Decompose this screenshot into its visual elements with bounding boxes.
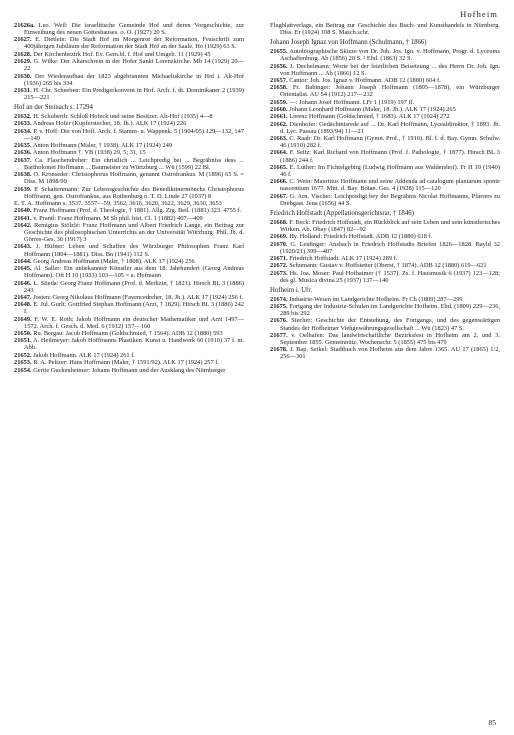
running-header [460,9,498,19]
entry-number: 21638. [14,171,32,179]
entry-number: 21653. [14,359,32,367]
bibliography-entry [14,186,244,200]
entry-number: 21637. [14,156,32,164]
bibliography-entry [14,200,244,207]
bibliography-entry [270,121,500,135]
bibliography-entry [270,332,500,346]
bibliography-entry [270,178,500,192]
entry-text: Anton Hoffmann †. VB (1938) 29, 5; 31, 15 [32,149,146,157]
entry-text: Ru. Bergau: Jacob Hoffmann (Goldschmied, † 1564). ADB 12 (1880) 593 [33,330,223,338]
entry-text: Der Wiederaufbau der 1823 abgebrannten Michaeliskirche in Hof i. Alt-Hof (1936) 265 bis 334 [24,72,244,87]
entry-number: 21656. [270,62,288,70]
entry-number: 21646. [14,279,32,287]
bibliography-entry [14,157,244,171]
section-heading: Friedrich Hoffstadt (Appellationsgerichtsrat, † 1846) [270,209,414,217]
entry-number: 21651. [14,337,32,345]
entry-text: Andreas Hofer (Kupferstecher, 18. Jh.). ALK 17 (1924) 226 [32,120,187,128]
entry-number: 21652. [14,351,32,359]
bibliography-entry [14,243,244,257]
entry-text: J. Bap. Seikel: Stadtbuch von Hofheim aus dem Jahre 1365. AU 17 (1865) 1/2, 256—301 [280,346,500,361]
entry-number: 21628. [14,50,32,58]
entry-number: 21629. [14,58,32,66]
entry-number: 21650. [14,330,32,338]
bibliography-entry [14,87,244,101]
right-column [270,22,500,361]
entry-text: Der Kirchenbezirk Hof. Ev. Gem.bl. f. Hof und Umgeb. 11 (1929) 45 [33,50,211,58]
entry-text: Josten: Georg Nikolaus Hoffmann (Fayencedreher, 18. Jh.). ALK 17 (1924) 256 f. [33,293,244,301]
entry-number: 21655. [270,48,288,56]
entry-number: 21632. [14,113,32,121]
bibliography-entry [14,149,244,156]
entry-number: 21672. [270,262,288,270]
bibliography-entry [14,316,244,330]
bibliography-entry [270,255,500,262]
entry-number: 21649. [14,315,32,323]
entry-number: 21635. [14,142,32,150]
entry-number: 21678. [270,346,288,354]
entry-text: F. Beck: Friedrich Hoffstadt, ein Rückblick auf sein Leben und sein künstlerisches Wirken. Ab. Obay (1847) 82—92 [280,218,500,233]
entry-number: 21669. [270,233,288,241]
entry-number: 21659. [270,98,288,106]
entry-number: 21663. [270,135,288,143]
entry-text: Dienhofer: Gedächtnisrede auf ... Dr. Karl Hoffmann, Lycealdirektor, † 1893. Jb. d. Lyc. Passau (1893/94) 11—21 [280,120,500,135]
entry-text: Al. Saller: Ein unbekannter Künstler aus dem 18. Jahrhundert (Georg Andreas Hoffmann). Oft H 10 (1933) 103—105 = a. Hofmann [24,265,245,280]
entry-number: 21647. [14,293,32,301]
entry-number: 21668. [270,218,288,226]
entry-text: v. Oelhafen: Das landwirtschaftliche Bezirksfest in Hofheim am 2. und 3. September 1855. Gemeinnütz. Wochenschr. 5 (1855) 475 bis 479 [280,331,500,346]
entry-text: Fortgang der Industrie-Schulen im Landgerichte Hofheim. Ebd. (1809) 229—236, 289 bis 292 [280,303,500,318]
bibliography-entry [14,207,244,214]
bibliography-entry [14,265,244,279]
entry-number: 21673. [270,269,288,277]
entry-text: Hs. Joa. Moser: Paul Hofhaimer († 1537). Zs. f. Hausmusik 6 (1937) 123—128; des gl. Musica divina 25 (1937) 137—140 [280,269,500,284]
entry-number: 21658. [270,84,288,92]
entry-number: 21643. [14,243,32,251]
entry-number: 21660. [270,106,288,113]
bibliography-entry [270,135,500,149]
bibliography-entry [14,58,244,72]
entry-text: Jakob Hoffmann. ALK 17 (1924) 261 f. [33,351,135,359]
entry-number: 21665. [270,163,288,171]
entry-number: 21676. [270,317,288,325]
entry-text: F. Seitz: Karl Richard von Hoffmann (Prof. f. Pathologie, † 1877). Hirsch BL 3 (1886) 244 f. [280,149,500,164]
entry-number: 21642. [14,222,32,230]
bibliography-entry [14,294,244,301]
bibliography-entry [14,215,244,222]
entry-number: 21664. [270,149,288,157]
entry-text: R. A. Peltzer: Hans Hoffmann (Maler, † 1591/92). ALK 17 (1924) 257 f. [33,359,219,367]
entry-text: P. Schattenmann: Zur Lebensgeschichte des Benediktinermönchs Christophorus Hoffmann, gen. Ostrofrankus, aus Rothenburg o. T. D. Linde 27 (1937) 8 [24,185,244,200]
entry-text: L. Stieda: Georg Franz Hoffmann (Prof. d. Medizin, † 1821). Hirsch BL 3 (1886) 243 [24,279,244,294]
bibliography-entry [14,36,244,50]
entry-text: Leo. Weil: Die israelitische Gemeinde Hof und deren Vorgeschichte, zur Einweihung des neuen Gotteshauses. o. O. (1927) 20 S. [24,22,244,37]
entry-text: J. Dechelmann: Worte bei der feierlichen Beisetzung ... des Herrn Dr. Joh. Ign. von Hoffmann ... Ab (1866) 12 S. [280,62,500,77]
bibliography-entry [14,171,244,185]
entry-text: H. Chr. Scheeben: Ein Predigerkonvent in Hof. Arch. f. dt. Dominikaner 2 (1939) 215—221 [24,86,244,101]
entry-number: 21666. [270,178,288,186]
bibliography-entry [270,99,500,106]
bibliography-entry [270,22,500,36]
entry-text: v. Prantl: Franz Hoffmann. M Sb phil. hist. Cl. 1 (1882) 407—409 [33,214,203,222]
bibliography-entry [270,149,500,163]
entry-text: E. Jul. Gurlt: Gottfried Stephan Hoffmann (Arzt, † 1829). Hirsch BL 3 (1886) 242 f. [24,301,244,316]
entry-text: Ca. Flaschendreher: Ein christlich ... Leichpredig bei ... Begräbniss dess ... Bartholomei Hoffmann ... Baumeister zu Würtzburg ... Wü (1599) 22 Bl. [24,156,244,171]
section-heading: Hofheim i. Ufr. [270,286,312,294]
entry-text: E. T. A. Hoffmann s. 3537. 3557—59, 3562, 3616, 3620, 3622, 3629, 3630, 3653 [14,199,222,207]
page-number: 85 [488,718,496,727]
entry-text: Cantor: Joh. Jos. Ignaz v. Hoffmann. ADB 12 (1880) 604 f. [289,76,441,84]
entry-number: 21633. [14,120,32,128]
entry-text: Friedrich Hoffstadt. ALK 17 (1924) 289 f. [289,254,398,262]
entry-text: G. Wilke: Der Altarschrein in der Hofer Sankt Lorenzkirche. Mb 14 (1929) 20—22 [24,58,244,73]
entry-text: Gertie Guckenheimer: Johann Hoffmann und der Ausklang des Nürnberger [33,366,226,374]
entry-text: Autobiographische Skizze von Dr. Joh. Jos. Ign. v. Hoffmann, Progr. d. Lyceums Aschaffenburg. Ab (1856) 20 S. ² Ebd. (1863) 32 S. [280,48,500,63]
entry-text: O. Kronseder: Christophorus Hoffmann, genannt Ostrofrankus. M (1896) 65 S. = Diss. M 1898/99 [24,171,244,186]
bibliography-entry [14,258,244,265]
entry-text: F. W. E. Roth: Jakob Hoffmann ein deutscher Mathematiker und Arzt 1497—1572. Arch. f. Gesch. d. Med. 6 (1912) 157—160 [24,315,244,330]
entry-number: 21631. [14,86,32,94]
entry-number: 21675. [270,303,288,311]
bibliography-entry [270,48,500,62]
bibliography-entry [14,359,244,366]
bibliography-entry [14,22,244,36]
bibliography-entry [270,84,500,98]
entry-number: 21640. [14,207,32,215]
bibliography-entry [14,352,244,359]
entry-text: Lorenz Hoffmann (Goldschmied, † 1683). ALK 17 (1924) 272 [289,113,450,121]
entry-text: G. Leidinger: Ansbach in Friedrich Hoffstadts Briefen 1826—1828. Bayld 32 (1920/21) 399—407 [280,240,500,255]
entry-text: Anton Hoffmann (Maler, † 1938). ALK 17 (1924) 249 [32,142,172,150]
entry-number: 21662. [270,120,288,128]
entry-number: 21671. [270,254,288,262]
bibliography-entry [270,241,500,255]
entry-number: 21634. [14,127,32,135]
entry-number: 21654. [14,366,32,374]
bibliography-entry [14,301,244,315]
entry-number: 21657. [270,76,288,84]
bibliography-entry [14,113,244,120]
bibliography-entry [270,346,500,360]
entry-number: 21639. [14,185,32,193]
entry-text: Johann Leonhard Hoffmann (Maler, 18. Jh.). ALK 17 (1924) 265 [289,106,456,113]
section-heading: Johann Joseph Ignaz von Hoffmann (Schulmann, † 1866) [270,39,427,47]
entry-text: Hy. Holland: Friedrich Hoffstadt. ADB 12 (1880) 618 f. [289,233,433,241]
bibliography-entry [14,337,244,351]
entry-text: E. Dietlein: Die Stadt Hof im Morgenrot der Reformation, Festschrift zum 400jährigen Jubiläum der Reformation der Stadt Hof an der Saale. Ho (1929) 63 S. [24,36,244,51]
entry-number: 21677. [270,331,288,339]
entry-text: Fr. Babinger: Johann Joseph Hoffmann (1805—1878), ein Würzburger Orientalist. AU 54 (1912) 217—232 [280,84,500,99]
entry-number: 21630. [14,72,32,80]
bibliography-entry [270,63,500,77]
entry-text: P. v. Hoff: Die von Hoff. Arch. f. Stamm- u. Wappenk. 5 (1904/05) 129—132, 147—149 [24,127,244,142]
bibliography-entry [270,219,500,233]
bibliography-entry [270,113,500,120]
entry-text: C. Raab: Dr. Karl Hoffmann (Gymn. Prof., † 1910). Bl. f. d. Bay. Gymn. Schulw. 46 (1910) 282 f. [280,135,500,150]
bibliography-entry [270,106,500,113]
bibliography-entry [270,317,500,331]
entry-text: —: Johann Josef Hoffmann. LFr 1 (1919) 197 ff. [289,98,415,106]
entry-text: Georg Andreas Hoffmann (Maler, † 1808). ALK 17 (1924) 256 [33,257,195,265]
bibliography-entry [14,142,244,149]
bibliography-entry [270,164,500,178]
bibliography-entry [14,222,244,243]
entry-number: 21636. [14,149,32,157]
entry-text: Flugblattverlags, ein Beitrag zur Geschichte des Buch- und Kunsthandels in Nürnberg. Diss. Er (1924) 108 S. Masch.schr. [270,22,500,37]
entry-text: G. Arn. Vischer: Leichpredigt bey der Begräbnis Nicolai Hoffmanns, Pfarrers zu Drebgast. Jena (1656) 44 S. [280,192,500,207]
bibliography-entry [14,51,244,58]
bibliography-entry [14,120,244,127]
entry-number: 21626a. [14,22,35,29]
left-column [14,22,244,374]
bibliography-entry [14,128,244,142]
entry-text: Stecher: Geschichte der Entstehung, des Fortgangs, und des gegenwärtigen Standes der Hofheimer Viehgewährungsgesellschaft ... Wü (1823) 47 S. [280,317,500,332]
entry-text: Schumann: Gustav v. Hoffstetter (Oberst, † 1874). ADB 12 (1880) 619—621 [289,262,487,270]
entry-text: Industrie-Wesen im Landgerichte Hofheim. Fr Ch (1809) 287—299 [289,295,463,303]
entry-text: Remigius Stölzle: Franz Hoffmann und Albert Friedrich Lange, ein Beitrag zur Geschichte des philosophischen Unterrichts an der Universität Würzburg. Phil. Jb. d. Görres-Ges. 30 (1917) 3 [24,222,244,244]
bibliography-entry [14,367,244,374]
bibliography-entry [270,262,500,269]
entry-number: 21670. [270,240,288,248]
entry-text: J. Hüfner: Leben und Schaffen des Würzburger Philosophen Franz Karl Hoffmann (1804—1881). Diss. Bn (1941) 112 S. [24,243,244,258]
entry-text: E. Luther: Im Fichtelgebirg (Ludwig Hoffmann aus Waldershof). Fr H 19 (1940) 46 f. [280,163,500,178]
entry-text: Franz Hoffmann (Prof. d. Theologie, † 1881). Allg. Ztg. Beil. (1881) 323. 4755 f. [33,207,242,215]
entry-number: 21645. [14,265,32,273]
bibliography-entry [14,73,244,87]
entry-number: 21641. [14,214,32,222]
bibliography-entry [14,280,244,294]
page-header-title: Hofheim [460,9,498,19]
bibliography-entry [14,330,244,337]
entry-number: 21644. [14,257,32,265]
section-heading: Hof an der Steinach s. 17294 [14,104,93,111]
entry-text: H. Schuberth: Schloß Hofeck und seine Besitzer. Alt-Hof (1935) 4—8 [33,113,213,121]
entry-number: 21661. [270,113,288,121]
entry-number: 21674. [270,295,288,303]
bibliography-entry [270,270,500,284]
bibliography-entry [270,303,500,317]
bibliography-entry [270,77,500,84]
entry-text: C. Wein: Mauritius Hoffmann und seine Addenda ad catalogum plantarum sponte nascentium 1677. Mitt. d. Bay. Botan. Ges. 4 (1928) 115—120 [280,178,500,193]
bibliography-entry [270,193,500,207]
bibliography-entry [270,233,500,240]
entry-number: 21667. [270,192,288,200]
entry-number: 21648. [14,301,32,309]
entry-text: A. Heilmeyer: Jakob Hoffmanns Plastiken. Kunst u. Handwerk 60 (1910) 37 f. m. Abb. [24,337,244,352]
bibliography-entry [270,296,500,303]
entry-number: 21627. [14,36,32,44]
